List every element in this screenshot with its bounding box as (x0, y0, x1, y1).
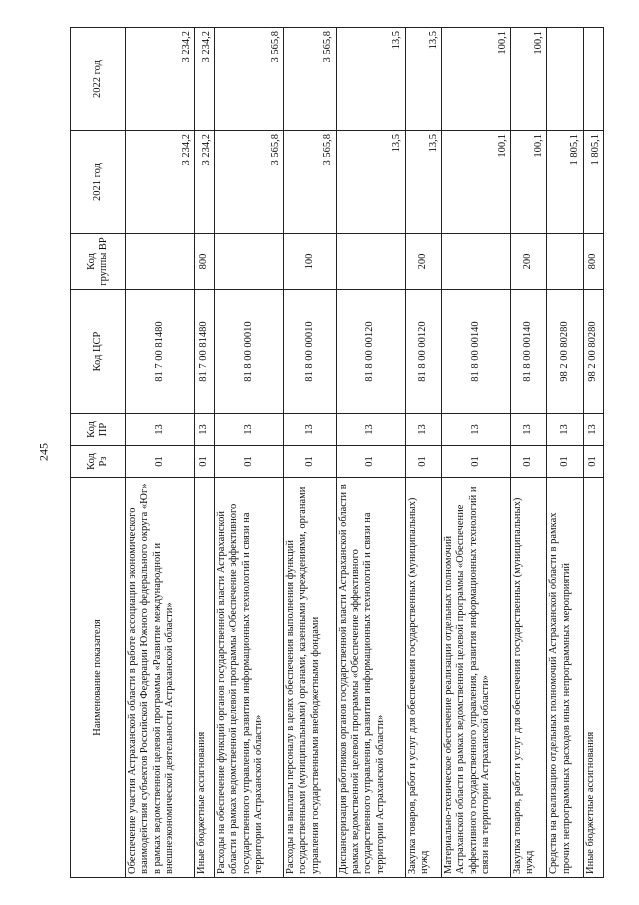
row-code-pr: 13 (283, 414, 336, 446)
row-code-pr: 13 (547, 414, 583, 446)
row-code-rz: 01 (283, 446, 336, 478)
row-code-vr (547, 234, 583, 290)
table-row (283, 28, 336, 878)
page-number: 245 (36, 443, 51, 461)
row-value-2021: 3 234,2 (126, 131, 195, 234)
header-2022: 2022 год (71, 28, 126, 131)
row-value-2021: 1 805,1 (547, 131, 583, 234)
row-code-vr (126, 234, 195, 290)
row-code-pr: 13 (215, 414, 284, 446)
row-value-2022: 3 565,8 (215, 28, 284, 131)
row-value-2021: 100,1 (441, 131, 510, 234)
table-row (583, 28, 603, 878)
row-code-vr (441, 234, 510, 290)
row-name: Иные бюджетные ассигнования (194, 478, 214, 878)
row-code-rz: 01 (126, 446, 195, 478)
header-pr: Код ПР (71, 414, 126, 446)
header-rz: Код Рз (71, 446, 126, 478)
row-code-rz: 01 (510, 446, 546, 478)
row-value-2021: 3 234,2 (194, 131, 214, 234)
row-name: Диспансеризация работников органов государственной власти Астраханской области в рамках ведомственной целевой программы «Обеспечение эффективного государственного управления, развития информационных технологий и связи на территории Астраханской области» (336, 478, 405, 878)
row-code-pr: 13 (194, 414, 214, 446)
row-code-csr: 81 8 00 00010 (283, 290, 336, 414)
row-value-2022: 13,5 (405, 28, 441, 131)
row-value-2021: 13,5 (336, 131, 405, 234)
budget-table (70, 27, 604, 878)
table-row (215, 28, 284, 878)
header-2021: 2021 год (71, 131, 126, 234)
row-name: Расходы на выплаты персоналу в целях обеспечения выполнения функций государственными (муниципальными) органами, казенными учреждениями, органами управления государственными внебюджетными фондами (283, 478, 336, 878)
table-row (336, 28, 405, 878)
row-code-csr: 81 8 00 00120 (405, 290, 441, 414)
row-code-pr: 13 (126, 414, 195, 446)
row-value-2021: 3 565,8 (215, 131, 284, 234)
row-name: Закупка товаров, работ и услуг для обеспечения государственных (муниципальных) нужд (405, 478, 441, 878)
row-value-2021: 100,1 (510, 131, 546, 234)
row-name: Закупка товаров, работ и услуг для обеспечения государственных (муниципальных) нужд (510, 478, 546, 878)
row-name: Средства на реализацию отдельных полномочий Астраханской области в рамках прочих непрограммных расходов иных непрограммных мероприятий (547, 478, 583, 878)
row-code-csr: 98 2 00 80280 (547, 290, 583, 414)
row-value-2022 (583, 28, 603, 131)
row-code-vr: 800 (583, 234, 603, 290)
row-value-2021: 3 565,8 (283, 131, 336, 234)
row-code-csr: 98 2 00 80280 (583, 290, 603, 414)
row-value-2022: 3 565,8 (283, 28, 336, 131)
table-row (510, 28, 546, 878)
row-name: Обеспечение участия Астраханской области в работе ассоциации экономического взаимодействия субъектов Российской Федерации Южного федерального округа «Юг» в рамках ведомственной целевой программы «Развитие международной и внешнеэкономической деятельности Астраханской области» (126, 478, 195, 878)
row-code-rz: 01 (336, 446, 405, 478)
header-csr: Код ЦСР (71, 290, 126, 414)
rotated-table-wrapper (70, 28, 604, 878)
row-code-csr: 81 8 00 00140 (441, 290, 510, 414)
row-code-vr: 800 (194, 234, 214, 290)
row-value-2022: 3 234,2 (194, 28, 214, 131)
row-code-rz: 01 (441, 446, 510, 478)
row-code-pr: 13 (441, 414, 510, 446)
row-code-rz: 01 (547, 446, 583, 478)
row-code-rz: 01 (583, 446, 603, 478)
row-code-vr (336, 234, 405, 290)
row-name: Расходы на обеспечение функций органов государственной власти Астраханской области в рамках ведомственной целевой программы «Обеспечение эффективного государственного управления, развития информационных технологий и связи на территории Астраханской области» (215, 478, 284, 878)
row-code-vr: 200 (510, 234, 546, 290)
row-value-2021: 13,5 (405, 131, 441, 234)
table-row (405, 28, 441, 878)
row-value-2022: 100,1 (441, 28, 510, 131)
row-value-2022: 100,1 (510, 28, 546, 131)
row-code-pr: 13 (336, 414, 405, 446)
row-value-2022 (547, 28, 583, 131)
table-row (126, 28, 195, 878)
table-row (441, 28, 510, 878)
header-name: Наименование показателя (71, 478, 126, 878)
row-code-vr: 100 (283, 234, 336, 290)
row-code-rz: 01 (194, 446, 214, 478)
row-code-pr: 13 (405, 414, 441, 446)
row-name: Материально-техническое обеспечение реализации отдельных полномочий Астраханской области в рамках ведомственной целевой программы «Обеспечение эффективного государственного управления, развития информационных технологий и связи на территории Астраханской области» (441, 478, 510, 878)
header-vr: Код группы ВР (71, 234, 126, 290)
table-header-row (71, 28, 126, 878)
table-row (194, 28, 214, 878)
row-code-vr (215, 234, 284, 290)
row-code-csr: 81 8 00 00010 (215, 290, 284, 414)
row-value-2021: 1 805,1 (583, 131, 603, 234)
table-row (547, 28, 583, 878)
row-code-rz: 01 (215, 446, 284, 478)
row-code-pr: 13 (510, 414, 546, 446)
row-code-vr: 200 (405, 234, 441, 290)
row-code-rz: 01 (405, 446, 441, 478)
row-code-csr: 81 7 00 81480 (194, 290, 214, 414)
row-code-pr: 13 (583, 414, 603, 446)
row-value-2022: 3 234,2 (126, 28, 195, 131)
row-code-csr: 81 8 00 00140 (510, 290, 546, 414)
row-value-2022: 13,5 (336, 28, 405, 131)
row-code-csr: 81 8 00 00120 (336, 290, 405, 414)
row-name: Иные бюджетные ассигнования (583, 478, 603, 878)
row-code-csr: 81 7 00 81480 (126, 290, 195, 414)
